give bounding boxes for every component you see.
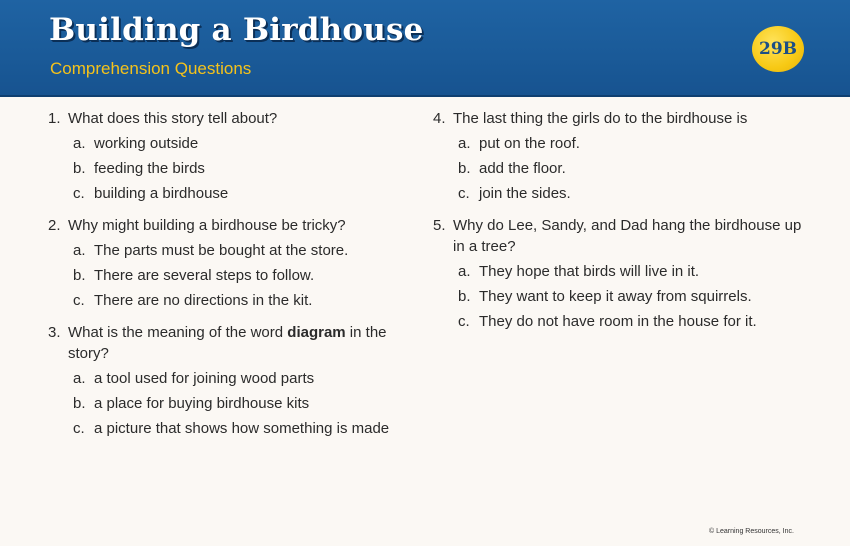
answer-option (48, 368, 418, 389)
question-text-part: in the story? (68, 324, 387, 362)
answer-option (48, 418, 418, 439)
option-text: feeding the birds (94, 160, 205, 177)
question-keyword: diagram (287, 324, 346, 341)
question-text (453, 215, 813, 257)
question-number: 4. (433, 110, 446, 127)
question-text (68, 215, 418, 236)
question-text (68, 108, 418, 129)
left-question-column (48, 108, 418, 450)
answer-option (48, 393, 418, 414)
card-header (0, 0, 850, 97)
question-text-part: Why might building a birdhouse be tricky? (68, 217, 346, 234)
option-text: a place for buying birdhouse kits (94, 395, 310, 412)
option-text: They do not have room in the house for it. (479, 313, 757, 330)
answer-option (433, 286, 813, 307)
answer-option (433, 133, 813, 154)
answer-option (433, 183, 813, 204)
option-letter: b. (73, 395, 86, 412)
option-text: The parts must be bought at the store. (94, 242, 349, 259)
question-text-part: The last thing the girls do to the birdhouse is (453, 110, 748, 127)
answer-option (48, 290, 418, 311)
option-text: There are no directions in the kit. (94, 292, 313, 309)
answer-option (48, 265, 418, 286)
option-text: building a birdhouse (94, 185, 229, 202)
option-letter: c. (73, 420, 85, 437)
answer-option (433, 311, 813, 332)
copyright-notice: © Learning Resources, Inc. (709, 528, 794, 535)
card-number-label: 29B (758, 39, 798, 59)
question-item (433, 215, 813, 332)
option-letter: a. (73, 370, 86, 387)
answer-option (433, 158, 813, 179)
answer-option (48, 133, 418, 154)
question-number: 5. (433, 217, 446, 234)
option-text: a picture that shows how something is made (94, 420, 390, 437)
option-text: There are several steps to follow. (94, 267, 315, 284)
question-text-part: What does this story tell about? (68, 110, 278, 127)
answer-option (48, 158, 418, 179)
answer-option (48, 183, 418, 204)
option-letter: a. (73, 242, 86, 259)
answer-option (433, 261, 813, 282)
question-stem (48, 108, 418, 129)
option-text: a tool used for joining wood parts (94, 370, 315, 387)
option-letter: c. (73, 292, 85, 309)
option-letter: a. (458, 263, 471, 280)
question-item (48, 108, 418, 204)
question-text-part: Why do Lee, Sandy, and Dad hang the birdhouse up in a tree? (453, 217, 802, 255)
question-stem (48, 215, 418, 236)
option-letter: c. (458, 313, 470, 330)
option-text: working outside (94, 135, 199, 152)
option-letter: b. (458, 288, 471, 305)
option-text: add the floor. (479, 160, 566, 177)
option-letter: c. (458, 185, 470, 202)
question-item (433, 108, 813, 204)
option-letter: b. (458, 160, 471, 177)
option-text: join the sides. (479, 185, 571, 202)
question-number: 3. (48, 324, 61, 341)
option-letter: b. (73, 267, 86, 284)
card-subtitle: Comprehension Questions (50, 59, 252, 78)
question-item (48, 215, 418, 311)
option-letter: a. (73, 135, 86, 152)
question-stem (48, 322, 418, 364)
option-text: They want to keep it away from squirrels. (479, 288, 752, 305)
card-title: Building a Birdhouse (49, 12, 424, 48)
question-stem (433, 108, 813, 129)
question-text (68, 322, 418, 364)
question-number: 1. (48, 110, 61, 127)
option-text: They hope that birds will live in it. (479, 263, 700, 280)
option-letter: c. (73, 185, 85, 202)
option-text: put on the roof. (479, 135, 580, 152)
question-text-part: What is the meaning of the word (68, 324, 288, 341)
question-number: 2. (48, 217, 61, 234)
card-number-badge (752, 26, 804, 72)
question-stem (433, 215, 813, 257)
option-letter: a. (458, 135, 471, 152)
question-text (453, 108, 813, 129)
right-question-column (433, 108, 813, 343)
answer-option (48, 240, 418, 261)
option-letter: b. (73, 160, 86, 177)
question-item (48, 322, 418, 439)
